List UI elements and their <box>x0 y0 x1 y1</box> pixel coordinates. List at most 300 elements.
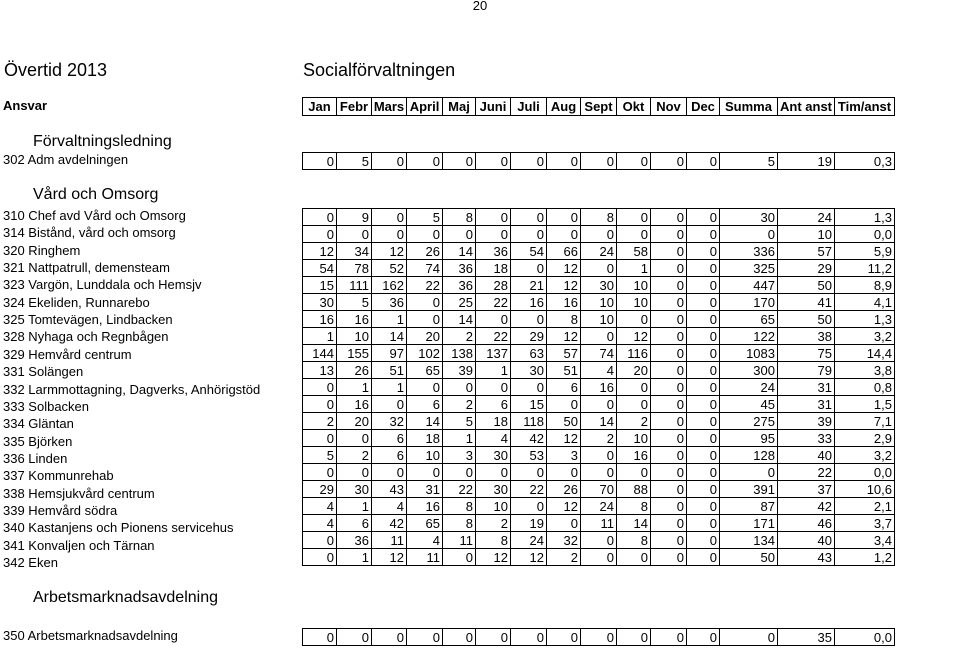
table-cell: 3 <box>547 447 581 464</box>
table-cell: 10 <box>778 226 835 243</box>
table-cell: 45 <box>720 396 778 413</box>
table-cell: 0 <box>547 396 581 413</box>
table-cell: 171 <box>720 515 778 532</box>
table-row <box>303 226 895 243</box>
table-row <box>303 345 895 362</box>
table-cell: 0 <box>547 209 581 226</box>
table-cell: 1 <box>337 379 372 396</box>
table-row <box>303 447 895 464</box>
table-cell: 0 <box>476 629 511 646</box>
table-cell: 0 <box>687 243 720 260</box>
table-cell: 10 <box>476 498 511 515</box>
table-cell: 0 <box>581 532 617 549</box>
table-cell: 14 <box>443 243 476 260</box>
table-cell: 1,5 <box>835 396 895 413</box>
table-cell: 0 <box>687 328 720 345</box>
table-cell: 4 <box>581 362 617 379</box>
table-cell: 74 <box>407 260 443 277</box>
table-cell: 118 <box>511 413 547 430</box>
table-cell: 0 <box>407 379 443 396</box>
table-cell: 0 <box>651 345 687 362</box>
table-cell: 0 <box>687 447 720 464</box>
table-cell: 0 <box>303 379 337 396</box>
column-header: Nov <box>651 98 687 116</box>
table-cell: 10 <box>617 277 651 294</box>
column-header: Sept <box>581 98 617 116</box>
table-cell: 0 <box>443 629 476 646</box>
table-cell: 0 <box>372 396 407 413</box>
row-label: 302 Adm avdelningen <box>3 152 129 167</box>
table-cell: 31 <box>407 481 443 498</box>
table-cell: 5,9 <box>835 243 895 260</box>
table-cell: 0 <box>651 498 687 515</box>
table-cell: 0 <box>511 260 547 277</box>
table-cell: 15 <box>511 396 547 413</box>
table-cell: 0 <box>687 464 720 481</box>
table-cell: 8,9 <box>835 277 895 294</box>
table-cell: 0 <box>476 209 511 226</box>
row-label: 336 Linden <box>3 450 68 466</box>
table-cell: 0 <box>547 464 581 481</box>
table-cell: 10 <box>617 430 651 447</box>
table-cell: 0 <box>303 226 337 243</box>
table-cell: 0 <box>687 311 720 328</box>
table-cell: 1 <box>476 362 511 379</box>
table-cell: 162 <box>372 277 407 294</box>
table-cell: 8 <box>617 532 651 549</box>
table-cell: 2 <box>443 328 476 345</box>
table-cell: 0 <box>720 226 778 243</box>
page-number: 20 <box>472 0 488 13</box>
row-label: 320 Ringhem <box>3 242 81 258</box>
table-cell: 20 <box>337 413 372 430</box>
table-cell: 29 <box>303 481 337 498</box>
table-cell: 0 <box>687 226 720 243</box>
table-cell: 10 <box>407 447 443 464</box>
table-cell: 12 <box>547 498 581 515</box>
table-row <box>303 515 895 532</box>
column-header: Aug <box>547 98 581 116</box>
table-cell: 22 <box>778 464 835 481</box>
table-cell: 0 <box>476 464 511 481</box>
table-cell: 0 <box>407 311 443 328</box>
table-cell: 5 <box>337 294 372 311</box>
table-cell: 0 <box>651 277 687 294</box>
table-cell: 58 <box>617 243 651 260</box>
table-row <box>303 328 895 345</box>
table-cell: 18 <box>476 413 511 430</box>
table-cell: 50 <box>720 549 778 566</box>
table-cell: 31 <box>778 379 835 396</box>
table-cell: 5 <box>443 413 476 430</box>
section-heading: Vård och Omsorg <box>33 186 159 203</box>
row-label: 342 Eken <box>3 555 58 570</box>
table-cell: 14,4 <box>835 345 895 362</box>
table-cell: 30 <box>581 277 617 294</box>
table-cell: 0 <box>337 430 372 447</box>
table-cell: 0 <box>651 481 687 498</box>
table-cell: 0 <box>651 328 687 345</box>
table-cell: 3,7 <box>835 515 895 532</box>
row-label: 332 Larmmottagning, Dagverks, Anhörigstöd <box>3 381 261 397</box>
table-cell: 6 <box>407 396 443 413</box>
table-cell: 24 <box>720 379 778 396</box>
table-cell: 0 <box>687 277 720 294</box>
table-cell: 6 <box>337 515 372 532</box>
table-cell: 24 <box>581 243 617 260</box>
table-cell: 0 <box>617 464 651 481</box>
table-cell: 0 <box>476 311 511 328</box>
column-header: Okt <box>617 98 651 116</box>
table-cell: 0 <box>687 515 720 532</box>
table-cell: 40 <box>778 447 835 464</box>
table-cell: 144 <box>303 345 337 362</box>
table-cell: 0 <box>651 515 687 532</box>
table-cell: 78 <box>337 260 372 277</box>
table-cell: 95 <box>720 430 778 447</box>
table-cell: 30 <box>337 481 372 498</box>
table-cell: 1 <box>337 498 372 515</box>
table-cell: 4 <box>303 498 337 515</box>
table-cell: 0 <box>372 153 407 170</box>
table-cell: 30 <box>720 209 778 226</box>
table-cell: 0 <box>372 629 407 646</box>
table-cell: 2 <box>476 515 511 532</box>
table-cell: 0 <box>303 464 337 481</box>
table-cell: 87 <box>720 498 778 515</box>
table-cell: 22 <box>443 481 476 498</box>
table-cell: 2 <box>443 396 476 413</box>
table-row <box>303 311 895 328</box>
table-cell: 37 <box>778 481 835 498</box>
table-cell: 0 <box>720 629 778 646</box>
table-cell: 0 <box>337 464 372 481</box>
table-cell: 0 <box>581 447 617 464</box>
table-row <box>303 464 895 481</box>
table-cell: 0 <box>372 209 407 226</box>
table-cell: 43 <box>372 481 407 498</box>
table-cell: 21 <box>511 277 547 294</box>
column-header: Summa <box>720 98 778 116</box>
table-cell: 11 <box>372 532 407 549</box>
table-cell: 14 <box>581 413 617 430</box>
table-cell: 0 <box>581 328 617 345</box>
table-cell: 4 <box>407 532 443 549</box>
table-cell: 0 <box>617 549 651 566</box>
table-cell: 4 <box>303 515 337 532</box>
table-cell: 52 <box>372 260 407 277</box>
table-cell: 0 <box>443 226 476 243</box>
table-cell: 36 <box>443 277 476 294</box>
table-cell: 0 <box>443 153 476 170</box>
table-cell: 0 <box>511 209 547 226</box>
table-cell: 88 <box>617 481 651 498</box>
row-label: 310 Chef avd Vård och Omsorg <box>3 208 186 223</box>
table-cell: 0 <box>687 629 720 646</box>
table-cell: 0 <box>581 153 617 170</box>
table-cell: 1 <box>303 328 337 345</box>
table-cell: 170 <box>720 294 778 311</box>
table-cell: 50 <box>547 413 581 430</box>
table-cell: 1 <box>617 260 651 277</box>
table-cell: 35 <box>778 629 835 646</box>
table-cell: 1 <box>443 430 476 447</box>
table-cell: 138 <box>443 345 476 362</box>
table-cell: 300 <box>720 362 778 379</box>
table-cell: 57 <box>547 345 581 362</box>
table-cell: 38 <box>778 328 835 345</box>
table-cell: 0 <box>687 396 720 413</box>
table-cell: 0 <box>651 629 687 646</box>
table-cell: 2 <box>547 549 581 566</box>
table-cell: 8 <box>476 532 511 549</box>
table-cell: 122 <box>720 328 778 345</box>
table-cell: 0,0 <box>835 226 895 243</box>
table-cell: 26 <box>407 243 443 260</box>
table-cell: 0 <box>687 209 720 226</box>
table-cell: 25 <box>443 294 476 311</box>
table-cell: 0,8 <box>835 379 895 396</box>
row-label: 324 Ekeliden, Runnarebo <box>3 294 150 310</box>
table-cell: 22 <box>476 328 511 345</box>
table-cell: 0 <box>511 153 547 170</box>
table-cell: 111 <box>337 277 372 294</box>
table-cell: 14 <box>617 515 651 532</box>
table-cell: 0 <box>651 532 687 549</box>
table-cell: 0 <box>687 413 720 430</box>
table-cell: 14 <box>407 413 443 430</box>
column-header: Ant anst <box>778 98 835 116</box>
table-cell: 30 <box>476 481 511 498</box>
table-cell: 0 <box>303 532 337 549</box>
table-cell: 16 <box>337 396 372 413</box>
table-cell: 2,9 <box>835 430 895 447</box>
table-cell: 12 <box>372 549 407 566</box>
table-cell: 0 <box>617 209 651 226</box>
table-cell: 1083 <box>720 345 778 362</box>
table-row <box>303 549 895 566</box>
table-cell: 0 <box>372 464 407 481</box>
table-cell: 0 <box>303 396 337 413</box>
table-row <box>303 243 895 260</box>
table-cell: 10 <box>581 311 617 328</box>
table-cell: 63 <box>511 345 547 362</box>
table-cell: 0 <box>617 311 651 328</box>
report-title: Övertid 2013 <box>4 60 108 80</box>
table-cell: 20 <box>407 328 443 345</box>
table-cell: 24 <box>581 498 617 515</box>
table-cell: 0 <box>581 629 617 646</box>
table-cell: 128 <box>720 447 778 464</box>
table-cell: 36 <box>372 294 407 311</box>
table-cell: 0 <box>407 226 443 243</box>
table-row <box>303 498 895 515</box>
table-cell: 8 <box>581 209 617 226</box>
table-cell: 0 <box>476 379 511 396</box>
table-cell: 0 <box>651 447 687 464</box>
table-cell: 12 <box>547 430 581 447</box>
table-cell: 51 <box>372 362 407 379</box>
table-cell: 0 <box>617 629 651 646</box>
table-cell: 16 <box>547 294 581 311</box>
table-cell: 12 <box>617 328 651 345</box>
table-cell: 22 <box>476 294 511 311</box>
table-cell: 5 <box>303 447 337 464</box>
table-cell: 3,2 <box>835 447 895 464</box>
table-cell: 12 <box>476 549 511 566</box>
table-cell: 33 <box>778 430 835 447</box>
table-cell: 26 <box>337 362 372 379</box>
table-cell: 16 <box>407 498 443 515</box>
table-cell: 54 <box>303 260 337 277</box>
table-cell: 0 <box>651 430 687 447</box>
table-cell: 46 <box>778 515 835 532</box>
table-cell: 42 <box>372 515 407 532</box>
table-cell: 4 <box>476 430 511 447</box>
table-cell: 13 <box>303 362 337 379</box>
ansvar-label: Ansvar <box>3 98 48 113</box>
department-title: Socialförvaltningen <box>303 60 456 80</box>
row-label: 314 Bistånd, vård och omsorg <box>3 225 176 241</box>
table-cell: 2 <box>337 447 372 464</box>
table-row <box>303 362 895 379</box>
table-cell: 0 <box>651 243 687 260</box>
table-cell: 0 <box>651 413 687 430</box>
table-cell: 14 <box>443 311 476 328</box>
table-cell: 0 <box>651 464 687 481</box>
table-row <box>303 629 895 646</box>
table-cell: 12 <box>547 328 581 345</box>
row-label: 333 Solbacken <box>3 398 90 414</box>
table-cell: 16 <box>617 447 651 464</box>
table-cell: 275 <box>720 413 778 430</box>
row-label: 339 Hemvård södra <box>3 502 118 518</box>
table-row <box>303 379 895 396</box>
table-cell: 0 <box>443 549 476 566</box>
table-cell: 0 <box>511 464 547 481</box>
table-cell: 0 <box>617 396 651 413</box>
column-header: Febr <box>337 98 372 116</box>
table-cell: 42 <box>511 430 547 447</box>
table-cell: 3,2 <box>835 328 895 345</box>
table-cell: 65 <box>407 515 443 532</box>
table-cell: 41 <box>778 294 835 311</box>
table-cell: 0 <box>687 379 720 396</box>
table-cell: 0 <box>651 362 687 379</box>
table-cell: 0 <box>687 498 720 515</box>
table-cell: 39 <box>443 362 476 379</box>
column-header: Jan <box>303 98 337 116</box>
table-cell: 51 <box>547 362 581 379</box>
table-cell: 1 <box>372 379 407 396</box>
table-cell: 0 <box>651 226 687 243</box>
table-cell: 0 <box>547 226 581 243</box>
table-cell: 0,0 <box>835 629 895 646</box>
table-cell: 11 <box>443 532 476 549</box>
table-cell: 18 <box>407 430 443 447</box>
table-cell: 134 <box>720 532 778 549</box>
table-cell: 29 <box>778 260 835 277</box>
table-row <box>303 430 895 447</box>
table-cell: 0 <box>337 629 372 646</box>
table-cell: 54 <box>511 243 547 260</box>
table-cell: 10,6 <box>835 481 895 498</box>
table-cell: 5 <box>720 153 778 170</box>
table-cell: 12 <box>547 277 581 294</box>
table-cell: 0 <box>407 629 443 646</box>
table-cell: 0 <box>476 153 511 170</box>
table-cell: 137 <box>476 345 511 362</box>
table-cell: 28 <box>476 277 511 294</box>
table-cell: 4,1 <box>835 294 895 311</box>
table-cell: 1,2 <box>835 549 895 566</box>
table-cell: 0 <box>372 226 407 243</box>
table-cell: 8 <box>617 498 651 515</box>
table-cell: 42 <box>778 498 835 515</box>
row-label: 321 Nattpatrull, demensteam <box>3 260 170 276</box>
table-cell: 0 <box>651 311 687 328</box>
table-row <box>303 294 895 311</box>
table-cell: 6 <box>547 379 581 396</box>
table-cell: 325 <box>720 260 778 277</box>
table-cell: 0 <box>547 629 581 646</box>
table-cell: 447 <box>720 277 778 294</box>
table-cell: 0 <box>687 481 720 498</box>
table-cell: 12 <box>372 243 407 260</box>
table-cell: 36 <box>476 243 511 260</box>
row-label: 350 Arbetsmarknadsavdelning <box>3 628 178 643</box>
table-cell: 6 <box>476 396 511 413</box>
table-cell: 10 <box>337 328 372 345</box>
table-cell: 24 <box>511 532 547 549</box>
table-cell: 10 <box>617 294 651 311</box>
section-table <box>302 628 895 646</box>
table-row <box>303 277 895 294</box>
table-row <box>303 532 895 549</box>
row-label: 338 Hemsjukvård centrum <box>3 485 155 501</box>
table-cell: 0 <box>511 379 547 396</box>
table-cell: 0 <box>651 294 687 311</box>
table-cell: 0 <box>407 464 443 481</box>
table-row <box>303 260 895 277</box>
table-cell: 3 <box>443 447 476 464</box>
table-cell: 0 <box>581 396 617 413</box>
table-cell: 0 <box>687 362 720 379</box>
table-cell: 2 <box>303 413 337 430</box>
table-cell: 0 <box>651 260 687 277</box>
table-cell: 14 <box>372 328 407 345</box>
table-cell: 0 <box>581 226 617 243</box>
table-cell: 97 <box>372 345 407 362</box>
table-cell: 0 <box>687 549 720 566</box>
table-cell: 0 <box>687 345 720 362</box>
table-cell: 53 <box>511 447 547 464</box>
table-cell: 5 <box>407 209 443 226</box>
table-cell: 0 <box>687 153 720 170</box>
table-cell: 0 <box>687 294 720 311</box>
table-cell: 12 <box>511 549 547 566</box>
table-cell: 9 <box>337 209 372 226</box>
column-header: Mars <box>372 98 407 116</box>
table-cell: 8 <box>443 209 476 226</box>
table-cell: 32 <box>372 413 407 430</box>
row-label: 337 Kommunrehab <box>3 468 114 484</box>
table-cell: 5 <box>337 153 372 170</box>
table-cell: 31 <box>778 396 835 413</box>
table-cell: 16 <box>581 379 617 396</box>
table-row <box>303 481 895 498</box>
table-cell: 8 <box>547 311 581 328</box>
